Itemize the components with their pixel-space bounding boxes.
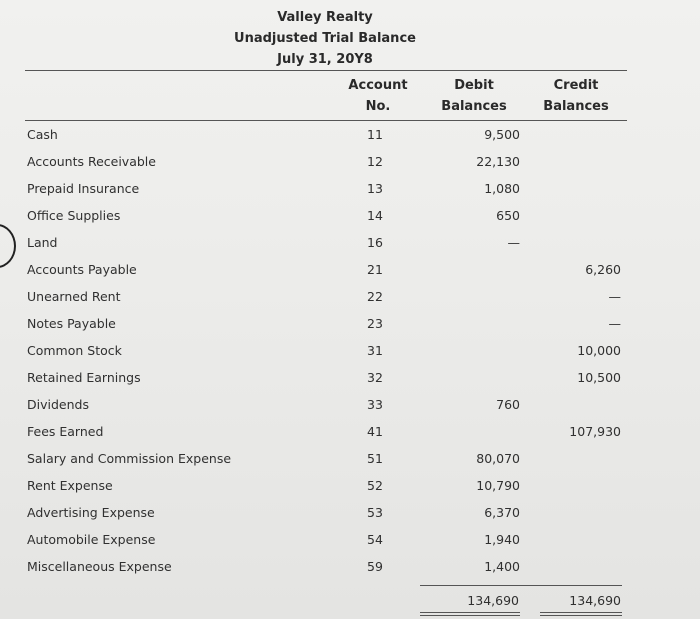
debit-balance: 1,940 xyxy=(484,532,520,547)
account-number: 51 xyxy=(367,451,383,466)
debit-header-line2: Balances xyxy=(441,99,507,114)
account-number: 12 xyxy=(367,154,383,169)
account-number: 23 xyxy=(367,316,383,331)
debit-balance: 9,500 xyxy=(484,127,520,142)
credit-total: 134,690 xyxy=(569,593,621,608)
account-name: Miscellaneous Expense xyxy=(27,559,172,574)
header-bottom-rule xyxy=(25,120,627,121)
account-number: 11 xyxy=(367,127,383,142)
statement-title: Unadjusted Trial Balance xyxy=(234,31,416,46)
statement-date: July 31, 20Y8 xyxy=(277,52,373,67)
debit-balance: 760 xyxy=(496,397,520,412)
debit-double-rule-2 xyxy=(420,615,520,616)
account-name: Prepaid Insurance xyxy=(27,181,140,196)
debit-balance: — xyxy=(507,235,520,250)
account-name: Land xyxy=(27,235,58,250)
debit-balance: 80,070 xyxy=(476,451,520,466)
credit-balance: 10,500 xyxy=(577,370,621,385)
credit-header-line1: Credit xyxy=(553,78,599,93)
credit-double-rule-1 xyxy=(540,612,622,613)
debit-balance: 650 xyxy=(496,208,520,223)
account-name: Fees Earned xyxy=(27,424,104,439)
account-name: Office Supplies xyxy=(27,208,121,223)
account-number: 13 xyxy=(367,181,383,196)
account-number: 14 xyxy=(367,208,383,223)
account-number: 33 xyxy=(367,397,383,412)
account-number: 31 xyxy=(367,343,383,358)
account-header-line1: Account xyxy=(348,78,408,93)
credit-balances-header xyxy=(538,75,614,117)
account-number: 54 xyxy=(367,532,383,547)
credit-balance: — xyxy=(608,316,621,331)
debit-balance: 1,080 xyxy=(484,181,520,196)
debit-balance: 1,400 xyxy=(484,559,520,574)
cursor-arc-mark xyxy=(0,224,16,268)
credit-balance: — xyxy=(608,289,621,304)
account-number: 52 xyxy=(367,478,383,493)
account-number: 53 xyxy=(367,505,383,520)
debit-total: 134,690 xyxy=(467,593,519,608)
account-name: Unearned Rent xyxy=(27,289,121,304)
credit-balance: 6,260 xyxy=(585,262,621,277)
account-number: 21 xyxy=(367,262,383,277)
account-name: Cash xyxy=(27,127,58,142)
credit-header-line2: Balances xyxy=(543,99,609,114)
account-number: 22 xyxy=(367,289,383,304)
account-name: Salary and Commission Expense xyxy=(27,451,232,466)
account-number: 16 xyxy=(367,235,383,250)
account-number: 32 xyxy=(367,370,383,385)
account-header-line2: No. xyxy=(365,99,391,114)
account-name: Accounts Receivable xyxy=(27,154,156,169)
header-top-rule xyxy=(25,70,627,71)
account-name: Advertising Expense xyxy=(27,505,155,520)
debit-double-rule-1 xyxy=(420,612,520,613)
debit-balance: 10,790 xyxy=(476,478,520,493)
debit-balance: 6,370 xyxy=(484,505,520,520)
account-name: Accounts Payable xyxy=(27,262,137,277)
account-number: 59 xyxy=(367,559,383,574)
debit-balance: 22,130 xyxy=(476,154,520,169)
account-name: Retained Earnings xyxy=(27,370,141,385)
account-no-header xyxy=(340,75,416,117)
account-name: Notes Payable xyxy=(27,316,116,331)
credit-balance: 10,000 xyxy=(577,343,621,358)
account-name: Common Stock xyxy=(27,343,122,358)
total-top-rule xyxy=(420,585,622,586)
credit-balance: 107,930 xyxy=(569,424,621,439)
account-name: Dividends xyxy=(27,397,89,412)
account-name: Automobile Expense xyxy=(27,532,156,547)
account-number: 41 xyxy=(367,424,383,439)
credit-double-rule-2 xyxy=(540,615,622,616)
debit-header-line1: Debit xyxy=(454,78,494,93)
debit-balances-header xyxy=(436,75,512,117)
account-name: Rent Expense xyxy=(27,478,113,493)
company-name: Valley Realty xyxy=(277,10,373,25)
